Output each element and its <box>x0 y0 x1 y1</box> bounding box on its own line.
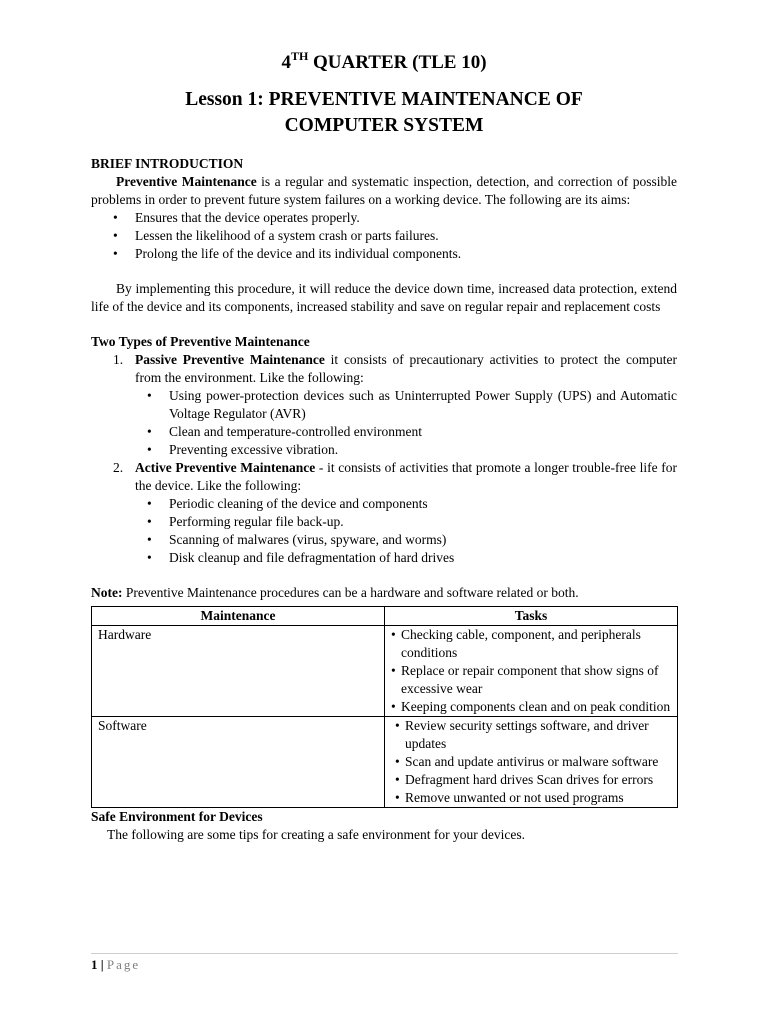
bullet-icon: • <box>395 754 400 769</box>
safe-environment-heading: Safe Environment for Devices <box>91 809 263 824</box>
table-row <box>92 626 678 717</box>
bullet-icon: • <box>147 424 152 439</box>
active-examples-list <box>135 495 677 567</box>
passive-examples-list <box>135 387 677 459</box>
tasks-cell <box>385 626 678 717</box>
bullet-icon: • <box>395 718 400 733</box>
list-item: • Ensures that the device operates properly. <box>113 210 360 225</box>
safe-environment-paragraph: The following are some tips for creating a safe environment for your devices. <box>107 827 525 842</box>
quarter-title: 4TH QUARTER (TLE 10) <box>281 49 487 73</box>
bullet-icon: • <box>113 246 118 261</box>
types-heading: Two Types of Preventive Maintenance <box>91 334 310 349</box>
column-header-maintenance: Maintenance <box>92 607 385 626</box>
bullet-icon: • <box>391 627 396 642</box>
bullet-icon: • <box>391 663 396 678</box>
page-footer <box>91 953 678 974</box>
list-item: • Keeping components clean and on peak condition <box>391 699 671 714</box>
bullet-icon: • <box>395 772 400 787</box>
list-item: • Review security settings software, and driver updates <box>395 718 649 751</box>
list-item: • Checking cable, component, and peripherals conditions <box>391 627 641 660</box>
intro-heading: BRIEF INTRODUCTION <box>91 156 244 171</box>
intro-paragraph: Preventive Maintenance is a regular and systematic inspection, detection, and correction of possible problems in order to prevent future system failures on a working device. The following are its aims: <box>91 174 677 207</box>
list-item: • Scan and update antivirus or malware software <box>395 754 659 769</box>
list-item: • Replace or repair component that show signs of excessive wear <box>391 663 659 696</box>
footer-separator: | <box>100 957 104 972</box>
list-item: • Periodic cleaning of the device and components <box>147 496 428 511</box>
list-item: • Performing regular file back-up. <box>147 514 344 529</box>
bullet-icon: • <box>391 699 396 714</box>
tasks-cell <box>385 717 678 808</box>
bullet-icon: • <box>147 514 152 529</box>
category-cell: Software <box>92 717 385 808</box>
lesson-title <box>91 87 677 139</box>
page-number: 1 <box>91 957 98 972</box>
page-label: Page <box>106 957 141 972</box>
table-header-row <box>92 607 678 626</box>
maintenance-table <box>91 606 678 808</box>
column-header-tasks: Tasks <box>385 607 678 626</box>
category-cell: Hardware <box>92 626 385 717</box>
bullet-icon: • <box>147 388 152 403</box>
list-item: • Clean and temperature-controlled environment <box>147 424 423 439</box>
aims-list <box>91 209 677 263</box>
bullet-icon: • <box>147 442 152 457</box>
benefits-paragraph: By implementing this procedure, it will reduce the device down time, increased data protection, extend life of the device and its components, increased stability and save on regular repair and replacement costs <box>91 281 677 314</box>
list-item: • Scanning of malwares (virus, spyware, and worms) <box>147 532 447 547</box>
bullet-icon: • <box>147 550 152 565</box>
lesson-title-line-2: COMPUTER SYSTEM <box>284 115 484 136</box>
list-item: • Disk cleanup and file defragmentation of hard drives <box>147 550 455 565</box>
bullet-icon: • <box>113 210 118 225</box>
table-row <box>92 717 678 808</box>
bullet-icon: • <box>113 228 118 243</box>
type-item-passive: 1. Passive Preventive Maintenance it consists of precautionary activities to protect the computer from the environment. Like the following: • Using power-protection devices such as Uninterrupted Power Supply (UPS) and Automatic Voltage Regulator (AVR) • Clean and temperature-controlled environment • Preventing excessive vibration. <box>113 352 677 457</box>
note-paragraph: Note: Preventive Maintenance procedures can be a hardware and software related or both. <box>91 585 579 600</box>
type-item-active: 2. Active Preventive Maintenance - it consists of activities that promote a longer trouble-free life for the device. Like the following: • Periodic cleaning of the device and components • Performing regular file back-up. • Scanning of malwares (virus, spyware, and worms) • Disk cleanup and file defragmentation of hard drives <box>113 460 677 565</box>
list-item: • Defragment hard drives Scan drives for errors <box>395 772 654 787</box>
list-item: • Using power-protection devices such as Uninterrupted Power Supply (UPS) and Automatic Voltage Regulator (AVR) <box>147 388 677 421</box>
bullet-icon: • <box>147 496 152 511</box>
list-item: • Lessen the likelihood of a system crash or parts failures. <box>113 228 439 243</box>
bullet-icon: • <box>147 532 152 547</box>
list-item: • Preventing excessive vibration. <box>147 442 339 457</box>
page-content <box>91 44 677 844</box>
bullet-icon: • <box>395 790 400 805</box>
list-item: • Remove unwanted or not used programs <box>395 790 624 805</box>
list-item: • Prolong the life of the device and its individual components. <box>113 246 462 261</box>
types-list <box>91 351 677 567</box>
lesson-title-line-1: Lesson 1: PREVENTIVE MAINTENANCE OF <box>185 89 583 110</box>
